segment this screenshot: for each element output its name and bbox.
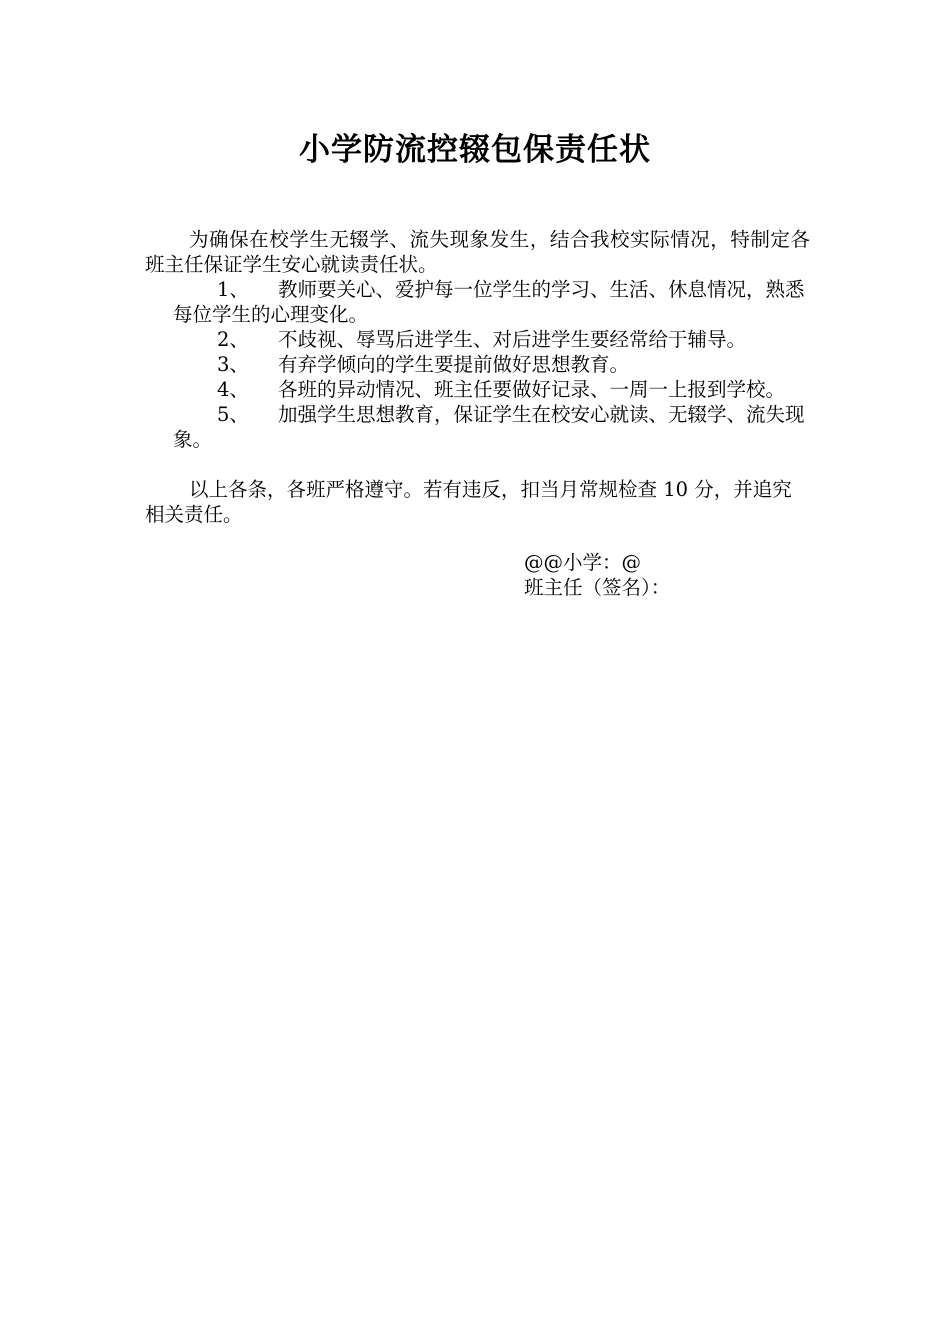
item-number: 3、: [217, 353, 249, 376]
responsibility-list: [173, 277, 810, 452]
list-item: [173, 327, 810, 352]
list-item: [173, 377, 810, 402]
item-number: 2、: [217, 328, 249, 351]
teacher-signature-line: 班主任（签名）：: [524, 576, 671, 599]
document-title: 小学防流控辍包保责任状: [299, 132, 651, 168]
intro-paragraph: 为确保在校学生无辍学、流失现象发生，结合我校实际情况，特制定各班主任保证学生安心就读责任状。: [145, 228, 810, 276]
closing-paragraph: 以上各条，各班严格遵守。若有违反，扣当月常规检查 10 分，并追究相关责任。: [145, 478, 792, 526]
item-number: 1、: [217, 278, 249, 301]
item-text: 加强学生思想教育，保证学生在校安心就读、无辍学、流失现象。: [173, 403, 805, 451]
item-text: 不歧视、辱骂后进学生、对后进学生要经常给于辅导。: [278, 328, 747, 351]
school-signature-line: @@小学：@: [524, 551, 642, 574]
item-text: 有弃学倾向的学生要提前做好思想教育。: [278, 353, 630, 376]
item-number: 4、: [217, 378, 249, 401]
signature-block: [524, 550, 670, 600]
item-text: 教师要关心、爱护每一位学生的学习、生活、休息情况，熟悉每位学生的心理变化。: [173, 278, 805, 326]
item-number: 5、: [217, 403, 249, 426]
list-item: [173, 352, 810, 377]
list-item: [173, 277, 810, 327]
list-item: [173, 402, 810, 452]
item-text: 各班的异动情况、班主任要做好记录、一周一上报到学校。: [278, 378, 786, 401]
